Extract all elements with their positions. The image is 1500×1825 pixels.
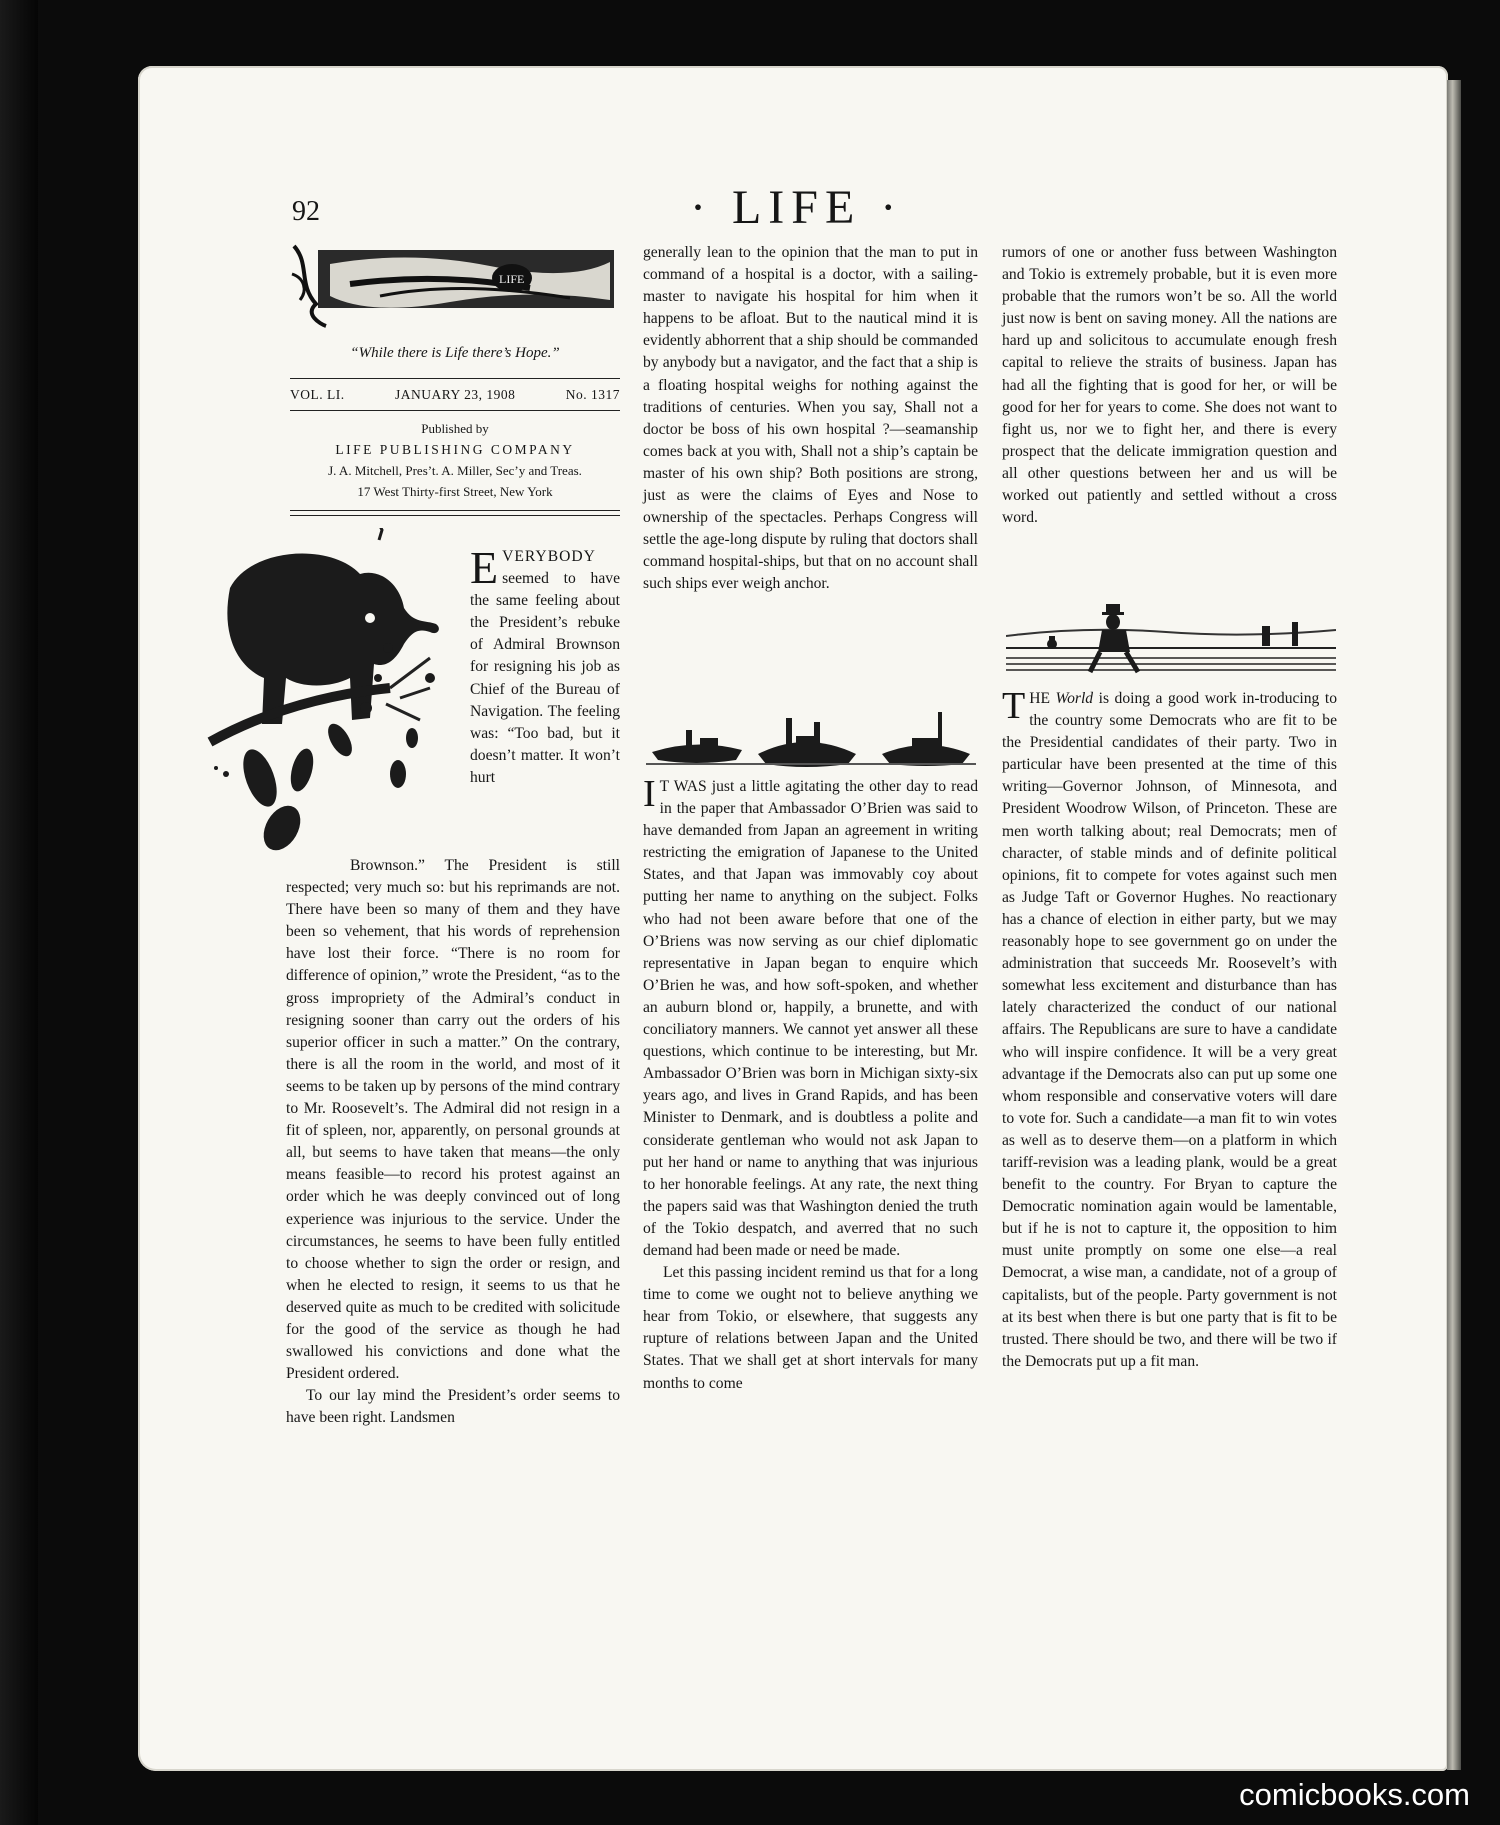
publisher-address: 17 West Thirty-first Street, New York <box>357 484 553 499</box>
masthead-title: · LIFE · <box>690 181 904 234</box>
publisher-officers: J. A. Mitchell, Pres’t. A. Miller, Sec’y and Treas. <box>328 463 582 478</box>
svg-text:LIFE: LIFE <box>499 272 525 286</box>
article-world-democrats <box>1002 685 1338 1373</box>
published-by-label: Published by <box>421 421 489 436</box>
elephant-illustration <box>190 528 460 858</box>
article-everybody-continued <box>643 242 978 596</box>
double-rule <box>290 510 620 516</box>
life-banner-illustration <box>290 244 620 330</box>
page-edge <box>1447 80 1461 1770</box>
volume-line <box>290 387 620 403</box>
article-everybody-intro <box>470 542 620 789</box>
article-obrien <box>643 773 978 1395</box>
paragraph: rumors of one or another fuss between Washington and Tokio is extremely probable, but it is even more probable that the rumors won’t be so. All the world just now is bent on saving money. All the nations are hard up and solicitous to accumulate enough fresh capital to relieve the straits of business. Japan has had all the fighting that is good for her, or will be good for her for years to come. She does not want to fight us, nor we to fight her, and there is every prospect that the delicate immigration question and all other questions between her and us will be worked out patiently and settled without a cross word. <box>1002 244 1337 527</box>
volume-number: VOL. LI. <box>290 387 345 402</box>
battleships-illustration <box>646 708 976 770</box>
drop-cap: I <box>643 773 656 815</box>
paragraph: day to read in the paper that Ambassador O’Brien was said to have demanded from Japan an agreement in writing restricting the emigration of Japanese to the United States, and that Japan was immovably coy about putting her name to anything on the subject. Folks who had not been aware before that one of the O’Briens was now serving as our chief diplomatic representative in Japan began to enquire which O’Brien he was, and how soft-spoken, and whether an auburn blond or, happily, a brunette, and with conciliatory manners. We cannot yet answer all these questions, which continue to be interesting, but Mr. Ambassador O’Brien was born in Michigan sixty-six years ago, and lives in Grand Rapids, and has been Minister to Denmark, and is doubtless a polite and considerate gentleman who would not ask Japan to put her hand or name to anything that was injurious to her honorable feelings. At any rate, the next thing the papers said was that Washington denied the truth of the Tokio despatch, and averred that no such demand had been made or need be made. <box>643 778 978 1259</box>
lead-line: HE <box>1029 690 1056 707</box>
header-rule <box>290 378 620 379</box>
header-rule <box>290 410 620 411</box>
paragraph: generally lean to the opinion that the man to put in command of a hospital is a doctor, with a sailing-master to navigate his hospital for him when it happens to be afloat. But to the nautical mind it is evidently abhorrent that a ship should be commanded by anybody but a navigator, and the fact that a ship is a floating hospital weighs for nothing against the traditions of centuries. When you say, Shall not a doctor be boss of his own hospital ?—seamanship comes back at you with, Shall not a ship’s captain be master of his own ship? Both positions are strong, just as were the claims of Eyes and Nose to ownership of the spectacles. Perhaps Congress will settle the age-long dispute by ruling that doctors shall command hospital-ships, but that on no account shall such ships ever weigh anchor. <box>643 244 978 593</box>
issue-number: No. 1317 <box>565 387 620 402</box>
lead-line-cont: is doing a good work in- <box>1093 690 1260 707</box>
drop-cap: E <box>470 542 499 593</box>
walking-figure-illustration <box>1006 596 1336 682</box>
article-everybody-body <box>286 855 620 1429</box>
paragraph: troducing to the country some Democrats who are fit to be the Presidential candidates of their party. Two in particular have been presented at the time of this writing—Governor Johnson, of Minnesota, and President Woodrow Wilson, of Princeton. These are men worth talking about; real Democrats; men of character, of stable minds and of definite political opinions, fit to compete for votes against such men as Judge Taft or Governor Hughes. No reactionary has a chance of election in either party, but we may reasonably hope to see government go on under the administration that succeeds Mr. Roosevelt’s with somewhat less excitement and disturbance than has lately characterized the conduct of our national affairs. The Republicans are sure to have a candidate who will inspire confidence. It will be a very great advantage if the Democrats also can put up some one whom responsible and conservative voters will dare to vote for. Such a candidate—a man fit to win votes as well as to deserve them—on a platform in which tariff-revision was a leading plank, would be a great benefit to the country. For Bryan to capture the Democratic nomination again would be lamentable, but if he is not to capture it, the opposition to him must unite promptly on some one else—a real Democrat, a wise man, a candidate, not of a group of capitalists, but of the people. Party government is not at its best when there is but one party that is fit to be trusted. There should be two, and there will be two if the Democrats put up a fit man. <box>1002 690 1338 1370</box>
paragraph: Brownson.” The President is still respected; very much so: but his reprimands are not. There have been so many of them and they have been so vehement, that his words of reprehension have lost their force. “There is no room for difference of opinion,” wrote the President, “as to the gross impropriety of the Admiral’s conduct in resigning sooner than carry out the orders of his superior officer in such a matter.” On the contrary, there is all the room in the world, and most of it seems to be taken up by persons of the mind contrary to Mr. Roosevelt’s. The Admiral did not resign in a fit of spleen, nor, apparently, on personal grounds at all, but seems to have taken that means—the only means feasible—to record his protest against an order which he was deeply convinced out of long experience was injurious to the service. Under the circumstances, he seems to have been fully entitled to choose whether to sign the order or resign, and when he elected to resign, it seems to us that he deserved quite as much to be credited with solicitude for the good of the service as though he had swallowed his convictions and done what the President ordered. <box>286 857 620 1383</box>
paragraph: Let this passing incident remind us that for a long time to come we ought not to believe anything we hear from Tokio, or elsewhere, that suggests any rupture of relations between Japan and the United States. That we shall get at short intervals for many months to come <box>643 1264 978 1392</box>
publisher-block <box>290 418 620 502</box>
newspaper-name: World <box>1055 690 1094 707</box>
article-obrien-continued <box>1002 242 1337 529</box>
issue-date: JANUARY 23, 1908 <box>394 387 516 402</box>
watermark: comicbooks.com <box>1239 1777 1470 1812</box>
drop-cap: T <box>1002 685 1026 727</box>
intro-text: seemed to have the same feeling about the President’s rebuke of Admiral Brownson for resigning his job as Chief of the Bureau of Navigation. The feeling was: “Too bad, but it doesn’t matter. It won’t hurt <box>470 570 620 786</box>
paragraph: To our lay mind the President’s order seems to have been right. Landsmen <box>286 1387 620 1427</box>
lead-line: T WAS just a little agitating the other <box>659 778 902 795</box>
scan-border <box>0 0 38 1825</box>
lead-word: VERYBODY <box>502 548 596 565</box>
page-number: 92 <box>292 196 320 227</box>
publisher-name: LIFE PUBLISHING COMPANY <box>335 442 575 457</box>
motto: “While there is Life there’s Hope.” <box>350 345 560 361</box>
